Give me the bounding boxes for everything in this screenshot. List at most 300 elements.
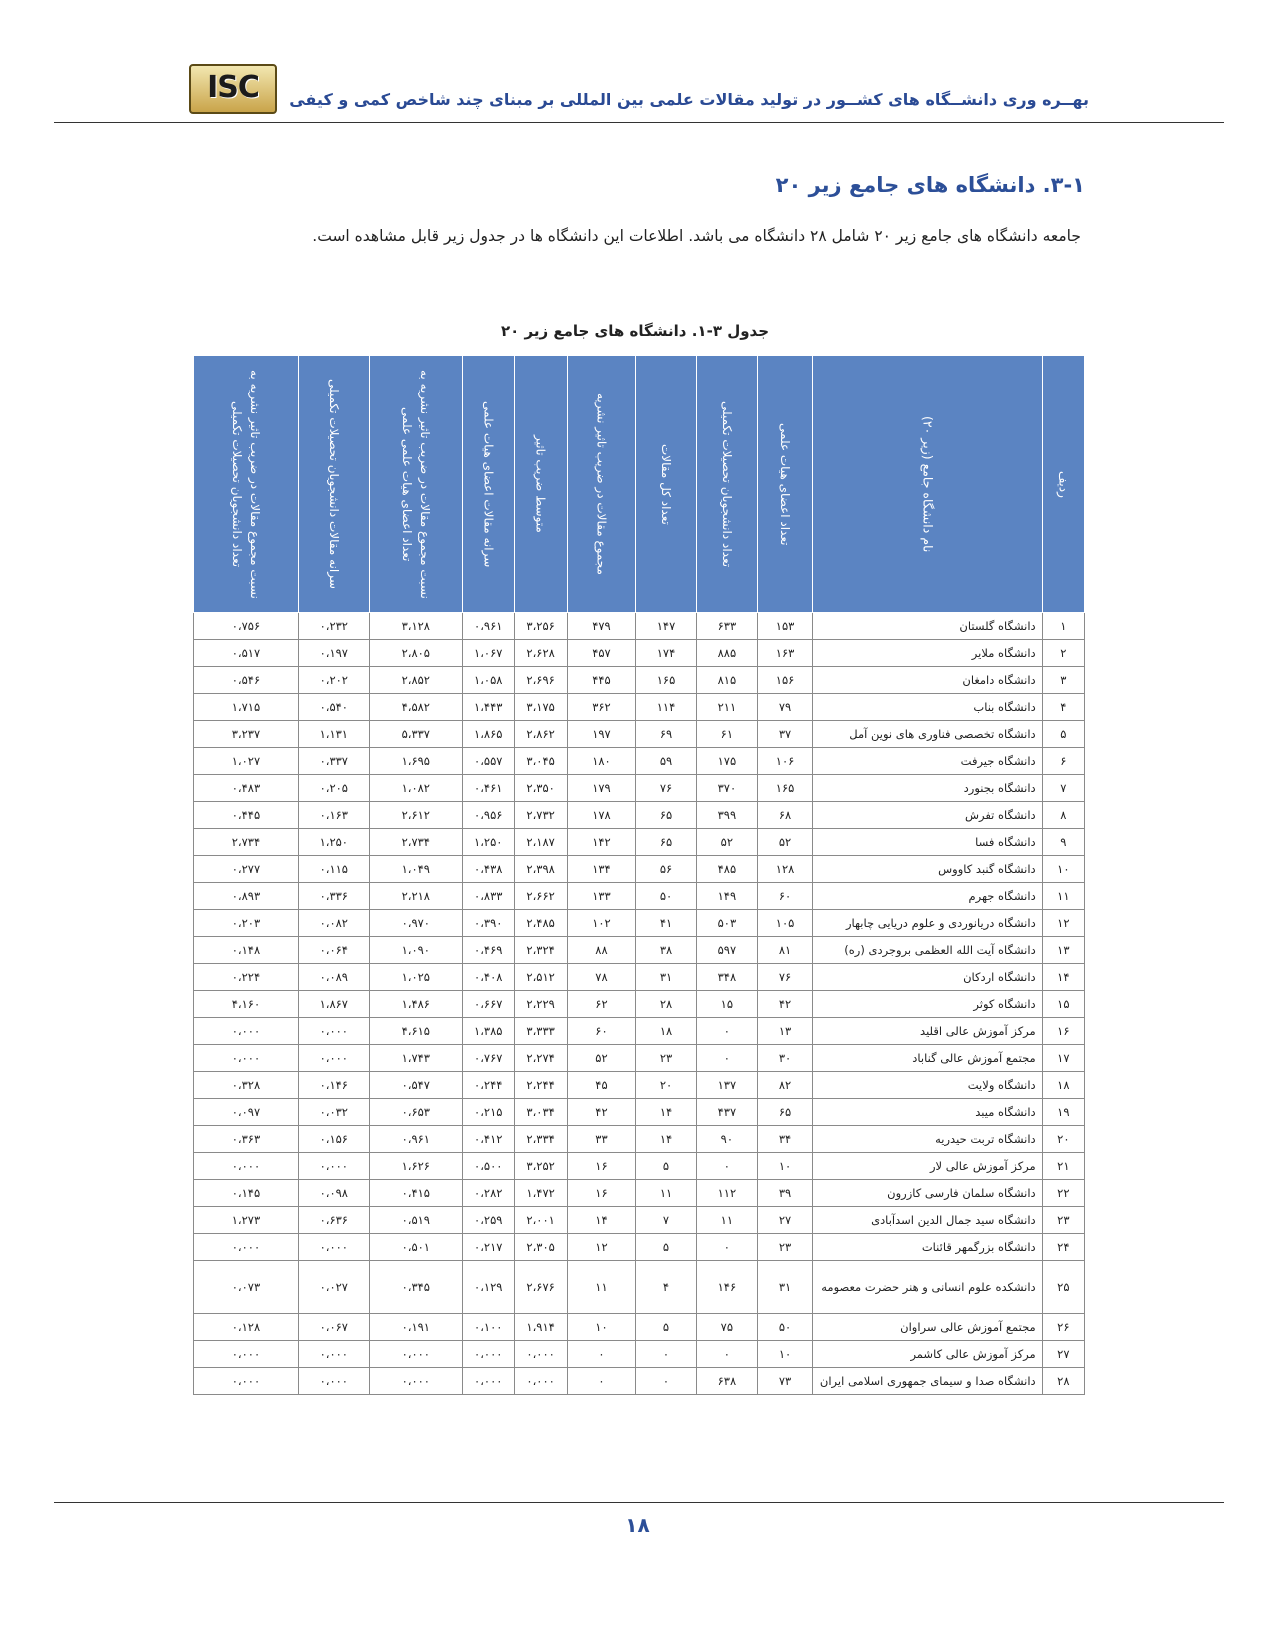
row-number-cell: ۲۴ — [1042, 1234, 1084, 1261]
total-articles-cell: ۱۶۵ — [636, 667, 696, 694]
column-header-total-articles: تعداد کل مقالات — [636, 356, 696, 613]
university-name-cell: دانشگاه گلستان — [813, 613, 1043, 640]
faculty-count-cell: ۵۰ — [758, 1314, 813, 1341]
articles-per-faculty-cell: ۰،۱۰۰ — [462, 1314, 514, 1341]
impact-weighted-articles-cell: ۱۶ — [567, 1180, 636, 1207]
total-articles-cell: ۱۷۴ — [636, 640, 696, 667]
articles-per-student-cell: ۱،۱۳۱ — [298, 721, 369, 748]
impact-weighted-articles-cell: ۱۷۹ — [567, 775, 636, 802]
total-articles-cell: ۶۹ — [636, 721, 696, 748]
university-name-cell: مجتمع آموزش عالی گناباد — [813, 1045, 1043, 1072]
column-header-weighted-per-faculty: نسبت مجموع مقالات در ضریب تاثیر نشریه به تعداد اعضای هیات علمی علمی — [369, 356, 462, 613]
graduate-students-cell: ۰ — [696, 1018, 757, 1045]
weighted-per-faculty-cell: ۱،۷۴۳ — [369, 1045, 462, 1072]
section-heading: ۳-۱. دانشگاه های جامع زیر ۲۰ — [775, 173, 1085, 197]
impact-weighted-articles-cell: ۱۰ — [567, 1314, 636, 1341]
weighted-per-student-cell: ۰،۰۰۰ — [194, 1045, 299, 1072]
articles-per-student-cell: ۰،۰۰۰ — [298, 1234, 369, 1261]
row-number-cell: ۲ — [1042, 640, 1084, 667]
table-row — [194, 775, 1085, 802]
average-impact-factor-cell: ۰،۰۰۰ — [514, 1368, 567, 1395]
total-articles-cell: ۱۴۷ — [636, 613, 696, 640]
weighted-per-faculty-cell: ۰،۶۵۳ — [369, 1099, 462, 1126]
impact-weighted-articles-cell: ۴۵۷ — [567, 640, 636, 667]
faculty-count-cell: ۶۰ — [758, 883, 813, 910]
weighted-per-faculty-cell: ۲،۸۰۵ — [369, 640, 462, 667]
row-number-cell: ۷ — [1042, 775, 1084, 802]
average-impact-factor-cell: ۱،۹۱۴ — [514, 1314, 567, 1341]
impact-weighted-articles-cell: ۴۴۵ — [567, 667, 636, 694]
graduate-students-cell: ۱۴۶ — [696, 1261, 757, 1314]
university-name-cell: مرکز آموزش عالی اقلید — [813, 1018, 1043, 1045]
table-row — [194, 991, 1085, 1018]
graduate-students-cell: ۱۷۵ — [696, 748, 757, 775]
university-name-cell: دانشگاه سلمان فارسی کازرون — [813, 1180, 1043, 1207]
table-row — [194, 937, 1085, 964]
faculty-count-cell: ۶۸ — [758, 802, 813, 829]
articles-per-student-cell: ۰،۰۰۰ — [298, 1153, 369, 1180]
graduate-students-cell: ۷۵ — [696, 1314, 757, 1341]
weighted-per-faculty-cell: ۰،۱۹۱ — [369, 1314, 462, 1341]
graduate-students-cell: ۰ — [696, 1341, 757, 1368]
graduate-students-cell: ۱۵ — [696, 991, 757, 1018]
articles-per-student-cell: ۰،۰۸۹ — [298, 964, 369, 991]
weighted-per-student-cell: ۰،۷۵۶ — [194, 613, 299, 640]
average-impact-factor-cell: ۲،۴۸۵ — [514, 910, 567, 937]
university-name-cell: دانشگاه صدا و سیمای جمهوری اسلامی ایران — [813, 1368, 1043, 1395]
articles-per-faculty-cell: ۰،۲۱۷ — [462, 1234, 514, 1261]
column-header-university-name: نام دانشگاه جامع (زیر ۲۰) — [813, 356, 1043, 613]
row-number-cell: ۹ — [1042, 829, 1084, 856]
table-row — [194, 964, 1085, 991]
articles-per-faculty-cell: ۰،۸۳۳ — [462, 883, 514, 910]
faculty-count-cell: ۳۹ — [758, 1180, 813, 1207]
university-name-cell: دانشگاه ملایر — [813, 640, 1043, 667]
column-header-row-number: ردیف — [1042, 356, 1084, 613]
row-number-cell: ۱۱ — [1042, 883, 1084, 910]
university-name-cell: دانشگاه کوثر — [813, 991, 1043, 1018]
row-number-cell: ۳ — [1042, 667, 1084, 694]
weighted-per-student-cell: ۰،۴۸۳ — [194, 775, 299, 802]
weighted-per-student-cell: ۰،۲۲۴ — [194, 964, 299, 991]
total-articles-cell: ۵۰ — [636, 883, 696, 910]
average-impact-factor-cell: ۳،۱۷۵ — [514, 694, 567, 721]
university-name-cell: دانشگاه آیت الله العظمی بروجردی (ره) — [813, 937, 1043, 964]
articles-per-faculty-cell: ۱،۲۵۰ — [462, 829, 514, 856]
table-row — [194, 910, 1085, 937]
weighted-per-student-cell: ۳،۲۳۷ — [194, 721, 299, 748]
average-impact-factor-cell: ۲،۲۴۴ — [514, 1072, 567, 1099]
graduate-students-cell: ۰ — [696, 1153, 757, 1180]
faculty-count-cell: ۷۳ — [758, 1368, 813, 1395]
faculty-count-cell: ۱۰۵ — [758, 910, 813, 937]
graduate-students-cell: ۶۱ — [696, 721, 757, 748]
graduate-students-cell: ۱۱۲ — [696, 1180, 757, 1207]
university-name-cell: دانشگاه گنبد کاووس — [813, 856, 1043, 883]
articles-per-student-cell: ۰،۱۴۶ — [298, 1072, 369, 1099]
university-name-cell: دانشگاه اردکان — [813, 964, 1043, 991]
graduate-students-cell: ۴۳۷ — [696, 1099, 757, 1126]
row-number-cell: ۲۱ — [1042, 1153, 1084, 1180]
weighted-per-student-cell: ۰،۴۴۵ — [194, 802, 299, 829]
total-articles-cell: ۲۳ — [636, 1045, 696, 1072]
articles-per-student-cell: ۰،۳۳۷ — [298, 748, 369, 775]
table-row — [194, 613, 1085, 640]
weighted-per-faculty-cell: ۱،۰۲۵ — [369, 964, 462, 991]
faculty-count-cell: ۳۴ — [758, 1126, 813, 1153]
average-impact-factor-cell: ۳،۰۴۵ — [514, 748, 567, 775]
faculty-count-cell: ۲۳ — [758, 1234, 813, 1261]
average-impact-factor-cell: ۲،۶۹۶ — [514, 667, 567, 694]
impact-weighted-articles-cell: ۷۸ — [567, 964, 636, 991]
faculty-count-cell: ۱۲۸ — [758, 856, 813, 883]
weighted-per-faculty-cell: ۳،۱۲۸ — [369, 613, 462, 640]
table-row — [194, 1180, 1085, 1207]
weighted-per-faculty-cell: ۴،۶۱۵ — [369, 1018, 462, 1045]
impact-weighted-articles-cell: ۴۵ — [567, 1072, 636, 1099]
impact-weighted-articles-cell: ۳۶۲ — [567, 694, 636, 721]
impact-weighted-articles-cell: ۸۸ — [567, 937, 636, 964]
weighted-per-faculty-cell: ۰،۳۴۵ — [369, 1261, 462, 1314]
row-number-cell: ۲۵ — [1042, 1261, 1084, 1314]
row-number-cell: ۲۷ — [1042, 1341, 1084, 1368]
articles-per-faculty-cell: ۰،۹۶۱ — [462, 613, 514, 640]
total-articles-cell: ۳۸ — [636, 937, 696, 964]
table-row — [194, 748, 1085, 775]
faculty-count-cell: ۴۲ — [758, 991, 813, 1018]
weighted-per-student-cell: ۰،۱۴۸ — [194, 937, 299, 964]
weighted-per-faculty-cell: ۲،۷۳۴ — [369, 829, 462, 856]
weighted-per-faculty-cell: ۱،۰۹۰ — [369, 937, 462, 964]
articles-per-student-cell: ۰،۰۰۰ — [298, 1368, 369, 1395]
column-header-average-impact-factor: متوسط ضریب تاثیر — [514, 356, 567, 613]
weighted-per-faculty-cell: ۰،۰۰۰ — [369, 1341, 462, 1368]
university-name-cell: مرکز آموزش عالی کاشمر — [813, 1341, 1043, 1368]
graduate-students-cell: ۰ — [696, 1045, 757, 1072]
university-name-cell: دانشگاه بجنورد — [813, 775, 1043, 802]
articles-per-student-cell: ۰،۲۰۲ — [298, 667, 369, 694]
articles-per-student-cell: ۰،۱۱۵ — [298, 856, 369, 883]
graduate-students-cell: ۱۳۷ — [696, 1072, 757, 1099]
weighted-per-student-cell: ۰،۰۹۷ — [194, 1099, 299, 1126]
row-number-cell: ۱۷ — [1042, 1045, 1084, 1072]
intro-paragraph: جامعه دانشگاه های جامع زیر ۲۰ شامل ۲۸ دانشگاه می باشد. اطلاعات این دانشگاه ها در جدول زیر قابل مشاهده است. — [312, 227, 1081, 245]
articles-per-student-cell: ۰،۱۵۶ — [298, 1126, 369, 1153]
footer-rule — [54, 1502, 1224, 1503]
articles-per-student-cell: ۱،۲۵۰ — [298, 829, 369, 856]
total-articles-cell: ۷ — [636, 1207, 696, 1234]
average-impact-factor-cell: ۲،۶۲۸ — [514, 640, 567, 667]
weighted-per-student-cell: ۰،۵۱۷ — [194, 640, 299, 667]
total-articles-cell: ۶۵ — [636, 829, 696, 856]
articles-per-faculty-cell: ۰،۰۰۰ — [462, 1341, 514, 1368]
row-number-cell: ۲۸ — [1042, 1368, 1084, 1395]
table-row — [194, 856, 1085, 883]
articles-per-student-cell: ۱،۸۶۷ — [298, 991, 369, 1018]
impact-weighted-articles-cell: ۰ — [567, 1341, 636, 1368]
articles-per-faculty-cell: ۰،۲۱۵ — [462, 1099, 514, 1126]
articles-per-faculty-cell: ۰،۴۳۸ — [462, 856, 514, 883]
total-articles-cell: ۷۶ — [636, 775, 696, 802]
articles-per-student-cell: ۰،۰۶۷ — [298, 1314, 369, 1341]
university-name-cell: دانشگاه جهرم — [813, 883, 1043, 910]
articles-per-student-cell: ۰،۰۸۲ — [298, 910, 369, 937]
articles-per-student-cell: ۰،۶۳۶ — [298, 1207, 369, 1234]
table-row — [194, 1341, 1085, 1368]
articles-per-student-cell: ۰،۱۹۷ — [298, 640, 369, 667]
articles-per-faculty-cell: ۱،۰۶۷ — [462, 640, 514, 667]
impact-weighted-articles-cell: ۱۸۰ — [567, 748, 636, 775]
graduate-students-cell: ۵۹۷ — [696, 937, 757, 964]
average-impact-factor-cell: ۲،۳۵۰ — [514, 775, 567, 802]
isc-logo — [189, 64, 277, 114]
total-articles-cell: ۲۰ — [636, 1072, 696, 1099]
articles-per-faculty-cell: ۰،۶۶۷ — [462, 991, 514, 1018]
faculty-count-cell: ۸۱ — [758, 937, 813, 964]
graduate-students-cell: ۱۴۹ — [696, 883, 757, 910]
impact-weighted-articles-cell: ۱۷۸ — [567, 802, 636, 829]
university-name-cell: دانشکده علوم انسانی و هنر حضرت معصومه — [813, 1261, 1043, 1314]
average-impact-factor-cell: ۲،۰۰۱ — [514, 1207, 567, 1234]
row-number-cell: ۵ — [1042, 721, 1084, 748]
faculty-count-cell: ۶۵ — [758, 1099, 813, 1126]
table-row — [194, 1368, 1085, 1395]
average-impact-factor-cell: ۲،۲۲۹ — [514, 991, 567, 1018]
total-articles-cell: ۵ — [636, 1314, 696, 1341]
page-number: ۱۸ — [625, 1513, 650, 1537]
weighted-per-student-cell: ۱،۲۷۳ — [194, 1207, 299, 1234]
articles-per-faculty-cell: ۰،۹۵۶ — [462, 802, 514, 829]
faculty-count-cell: ۱۵۳ — [758, 613, 813, 640]
table-body — [194, 613, 1085, 1395]
impact-weighted-articles-cell: ۱۶ — [567, 1153, 636, 1180]
table-row — [194, 1153, 1085, 1180]
weighted-per-student-cell: ۰،۰۰۰ — [194, 1341, 299, 1368]
table-row — [194, 1099, 1085, 1126]
articles-per-faculty-cell: ۰،۴۶۱ — [462, 775, 514, 802]
table-row — [194, 1234, 1085, 1261]
weighted-per-student-cell: ۰،۵۴۶ — [194, 667, 299, 694]
university-name-cell: مجتمع آموزش عالی سراوان — [813, 1314, 1043, 1341]
weighted-per-student-cell: ۰،۲۰۳ — [194, 910, 299, 937]
weighted-per-student-cell: ۰،۲۷۷ — [194, 856, 299, 883]
articles-per-student-cell: ۰،۰۹۸ — [298, 1180, 369, 1207]
average-impact-factor-cell: ۳،۲۵۶ — [514, 613, 567, 640]
weighted-per-faculty-cell: ۰،۹۷۰ — [369, 910, 462, 937]
university-name-cell: دانشگاه سید جمال الدین اسدآبادی — [813, 1207, 1043, 1234]
weighted-per-faculty-cell: ۰،۹۶۱ — [369, 1126, 462, 1153]
impact-weighted-articles-cell: ۱۳۴ — [567, 856, 636, 883]
university-name-cell: دانشگاه جیرفت — [813, 748, 1043, 775]
articles-per-student-cell: ۰،۵۴۰ — [298, 694, 369, 721]
total-articles-cell: ۰ — [636, 1341, 696, 1368]
average-impact-factor-cell: ۲،۱۸۷ — [514, 829, 567, 856]
faculty-count-cell: ۱۵۶ — [758, 667, 813, 694]
impact-weighted-articles-cell: ۱۹۷ — [567, 721, 636, 748]
weighted-per-faculty-cell: ۰،۵۴۷ — [369, 1072, 462, 1099]
graduate-students-cell: ۵۲ — [696, 829, 757, 856]
total-articles-cell: ۱۴ — [636, 1126, 696, 1153]
weighted-per-faculty-cell: ۱،۶۹۵ — [369, 748, 462, 775]
row-number-cell: ۱۹ — [1042, 1099, 1084, 1126]
page-header — [54, 60, 1224, 123]
row-number-cell: ۱۲ — [1042, 910, 1084, 937]
weighted-per-faculty-cell: ۲،۲۱۸ — [369, 883, 462, 910]
average-impact-factor-cell: ۳،۰۳۴ — [514, 1099, 567, 1126]
articles-per-faculty-cell: ۰،۳۹۰ — [462, 910, 514, 937]
column-header-weighted-per-student: نسبت مجموع مقالات در ضریب تاثیر نشریه به تعداد دانشجویان تحصیلات تکمیلی — [194, 356, 299, 613]
weighted-per-student-cell: ۰،۰۷۳ — [194, 1261, 299, 1314]
university-name-cell: دانشگاه تفرش — [813, 802, 1043, 829]
impact-weighted-articles-cell: ۱۴۲ — [567, 829, 636, 856]
weighted-per-student-cell: ۴،۱۶۰ — [194, 991, 299, 1018]
impact-weighted-articles-cell: ۵۲ — [567, 1045, 636, 1072]
weighted-per-faculty-cell: ۲،۶۱۲ — [369, 802, 462, 829]
articles-per-faculty-cell: ۰،۱۲۹ — [462, 1261, 514, 1314]
articles-per-faculty-cell: ۰،۵۰۰ — [462, 1153, 514, 1180]
articles-per-faculty-cell: ۰،۷۶۷ — [462, 1045, 514, 1072]
graduate-students-cell: ۱۱ — [696, 1207, 757, 1234]
row-number-cell: ۱ — [1042, 613, 1084, 640]
row-number-cell: ۱۶ — [1042, 1018, 1084, 1045]
total-articles-cell: ۲۸ — [636, 991, 696, 1018]
articles-per-student-cell: ۰،۲۰۵ — [298, 775, 369, 802]
row-number-cell: ۲۶ — [1042, 1314, 1084, 1341]
row-number-cell: ۲۰ — [1042, 1126, 1084, 1153]
table-row — [194, 640, 1085, 667]
faculty-count-cell: ۱۶۵ — [758, 775, 813, 802]
graduate-students-cell: ۸۸۵ — [696, 640, 757, 667]
graduate-students-cell: ۳۴۸ — [696, 964, 757, 991]
column-header-impact-weighted-articles: مجموع مقالات در ضریب تاثیر نشریه — [567, 356, 636, 613]
table-row — [194, 1018, 1085, 1045]
impact-weighted-articles-cell: ۱۴ — [567, 1207, 636, 1234]
weighted-per-student-cell: ۱،۰۲۷ — [194, 748, 299, 775]
table-header-row — [194, 356, 1085, 613]
average-impact-factor-cell: ۳،۳۳۳ — [514, 1018, 567, 1045]
weighted-per-student-cell: ۰،۸۹۳ — [194, 883, 299, 910]
logo-text: ISC — [207, 70, 259, 105]
articles-per-faculty-cell: ۰،۰۰۰ — [462, 1368, 514, 1395]
table-row — [194, 802, 1085, 829]
average-impact-factor-cell: ۲،۲۷۴ — [514, 1045, 567, 1072]
faculty-count-cell: ۳۱ — [758, 1261, 813, 1314]
table-caption: جدول ۳-۱. دانشگاه های جامع زیر ۲۰ — [500, 322, 770, 340]
articles-per-faculty-cell: ۰،۴۱۲ — [462, 1126, 514, 1153]
table-row — [194, 721, 1085, 748]
impact-weighted-articles-cell: ۴۲ — [567, 1099, 636, 1126]
articles-per-student-cell: ۰،۰۰۰ — [298, 1045, 369, 1072]
weighted-per-student-cell: ۰،۰۰۰ — [194, 1018, 299, 1045]
total-articles-cell: ۱۴ — [636, 1099, 696, 1126]
row-number-cell: ۱۵ — [1042, 991, 1084, 1018]
articles-per-faculty-cell: ۰،۲۴۴ — [462, 1072, 514, 1099]
faculty-count-cell: ۳۰ — [758, 1045, 813, 1072]
weighted-per-faculty-cell: ۰،۴۱۵ — [369, 1180, 462, 1207]
articles-per-student-cell: ۰،۰۰۰ — [298, 1018, 369, 1045]
faculty-count-cell: ۱۰ — [758, 1341, 813, 1368]
graduate-students-cell: ۴۸۵ — [696, 856, 757, 883]
total-articles-cell: ۱۱ — [636, 1180, 696, 1207]
total-articles-cell: ۱۱۴ — [636, 694, 696, 721]
university-name-cell: دانشگاه دریانوردی و علوم دریایی چابهار — [813, 910, 1043, 937]
table-row — [194, 667, 1085, 694]
table-row — [194, 1126, 1085, 1153]
graduate-students-cell: ۲۱۱ — [696, 694, 757, 721]
faculty-count-cell: ۱۶۳ — [758, 640, 813, 667]
impact-weighted-articles-cell: ۱۰۲ — [567, 910, 636, 937]
weighted-per-student-cell: ۰،۰۰۰ — [194, 1368, 299, 1395]
university-name-cell: دانشگاه بناب — [813, 694, 1043, 721]
total-articles-cell: ۴۱ — [636, 910, 696, 937]
row-number-cell: ۱۴ — [1042, 964, 1084, 991]
graduate-students-cell: ۶۳۳ — [696, 613, 757, 640]
articles-per-faculty-cell: ۰،۵۵۷ — [462, 748, 514, 775]
impact-weighted-articles-cell: ۱۳۳ — [567, 883, 636, 910]
university-name-cell: دانشگاه بزرگمهر قائنات — [813, 1234, 1043, 1261]
graduate-students-cell: ۹۰ — [696, 1126, 757, 1153]
average-impact-factor-cell: ۳،۲۵۲ — [514, 1153, 567, 1180]
average-impact-factor-cell: ۲،۵۱۲ — [514, 964, 567, 991]
table-row — [194, 1261, 1085, 1314]
faculty-count-cell: ۷۶ — [758, 964, 813, 991]
weighted-per-student-cell: ۱،۷۱۵ — [194, 694, 299, 721]
table-row — [194, 1314, 1085, 1341]
faculty-count-cell: ۷۹ — [758, 694, 813, 721]
articles-per-student-cell: ۰،۱۶۳ — [298, 802, 369, 829]
weighted-per-student-cell: ۰،۳۶۳ — [194, 1126, 299, 1153]
average-impact-factor-cell: ۲،۳۹۸ — [514, 856, 567, 883]
weighted-per-faculty-cell: ۱،۰۴۹ — [369, 856, 462, 883]
articles-per-student-cell: ۰،۰۶۴ — [298, 937, 369, 964]
average-impact-factor-cell: ۲،۷۳۲ — [514, 802, 567, 829]
graduate-students-cell: ۸۱۵ — [696, 667, 757, 694]
graduate-students-cell: ۵۰۳ — [696, 910, 757, 937]
articles-per-faculty-cell: ۱،۴۴۳ — [462, 694, 514, 721]
table-row — [194, 883, 1085, 910]
row-number-cell: ۱۳ — [1042, 937, 1084, 964]
total-articles-cell: ۵۶ — [636, 856, 696, 883]
weighted-per-student-cell: ۰،۰۰۰ — [194, 1234, 299, 1261]
articles-per-student-cell: ۰،۰۰۰ — [298, 1341, 369, 1368]
impact-weighted-articles-cell: ۰ — [567, 1368, 636, 1395]
articles-per-faculty-cell: ۰،۴۶۹ — [462, 937, 514, 964]
weighted-per-faculty-cell: ۰،۵۰۱ — [369, 1234, 462, 1261]
graduate-students-cell: ۳۷۰ — [696, 775, 757, 802]
university-name-cell: دانشگاه میبد — [813, 1099, 1043, 1126]
table-row — [194, 1072, 1085, 1099]
weighted-per-faculty-cell: ۱،۰۸۲ — [369, 775, 462, 802]
faculty-count-cell: ۸۲ — [758, 1072, 813, 1099]
column-header-articles-per-student: سرانه مقالات دانشجویان تحصیلات تکمیلی — [298, 356, 369, 613]
graduate-students-cell: ۰ — [696, 1234, 757, 1261]
university-name-cell: دانشگاه دامغان — [813, 667, 1043, 694]
weighted-per-faculty-cell: ۰،۰۰۰ — [369, 1368, 462, 1395]
articles-per-faculty-cell: ۱،۸۶۵ — [462, 721, 514, 748]
impact-weighted-articles-cell: ۶۰ — [567, 1018, 636, 1045]
average-impact-factor-cell: ۱،۴۷۲ — [514, 1180, 567, 1207]
weighted-per-faculty-cell: ۲،۸۵۲ — [369, 667, 462, 694]
articles-per-student-cell: ۰،۳۳۶ — [298, 883, 369, 910]
column-header-faculty-count: تعداد اعضای هیات علمی — [758, 356, 813, 613]
row-number-cell: ۶ — [1042, 748, 1084, 775]
table-row — [194, 829, 1085, 856]
total-articles-cell: ۳۱ — [636, 964, 696, 991]
faculty-count-cell: ۱۰۶ — [758, 748, 813, 775]
weighted-per-student-cell: ۰،۳۲۸ — [194, 1072, 299, 1099]
impact-weighted-articles-cell: ۳۳ — [567, 1126, 636, 1153]
total-articles-cell: ۵۹ — [636, 748, 696, 775]
